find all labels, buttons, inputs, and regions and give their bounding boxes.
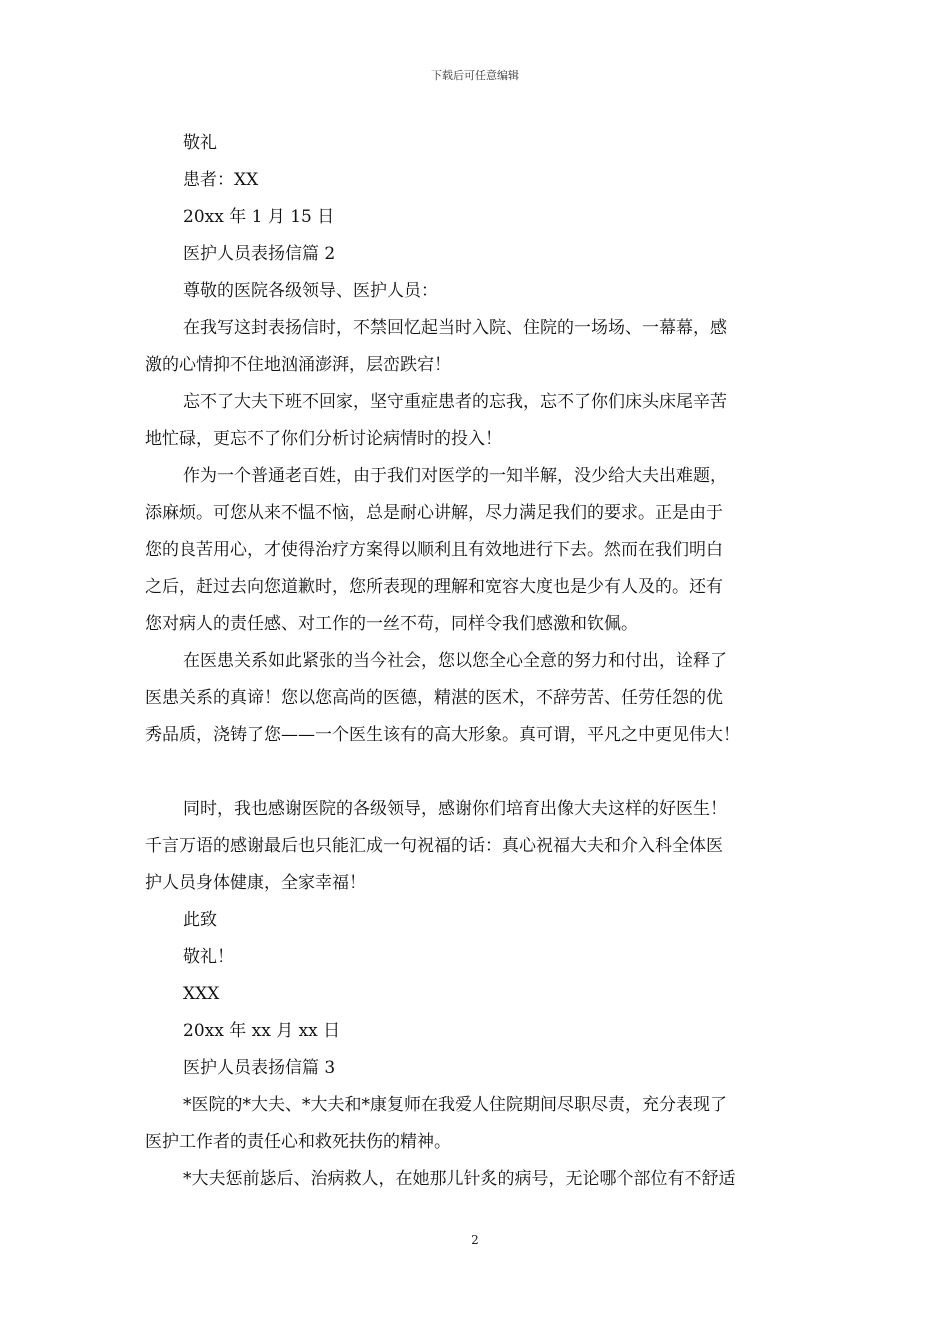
- signature-patient: 患者：XX: [183, 170, 259, 190]
- paragraph-line: 护人员身体健康，全家幸福！: [145, 873, 366, 893]
- paragraph-line: 秀品质，浇铸了您——一个医生该有的高大形象。真可谓，平凡之中更见伟大！: [145, 725, 740, 745]
- paragraph-line: 在医患关系如此紧张的当今社会，您以您全心全意的努力和付出，诠释了: [183, 651, 727, 671]
- paragraph-line: 千言万语的感谢最后也只能汇成一句祝福的话：真心祝福大夫和介入科全体医: [145, 836, 723, 856]
- paragraph-line: 之后，赶过去向您道歉时，您所表现的理解和宽容大度也是少有人及的。还有: [145, 577, 723, 597]
- paragraph-line: 在我写这封表扬信时，不禁回忆起当时入院、住院的一场场、一幕幕，感: [183, 318, 727, 338]
- document-body: [145, 125, 805, 1198]
- paragraph: [145, 643, 805, 754]
- closing-salutation: 敬礼！: [183, 947, 234, 967]
- closing-phrase: 此致: [183, 910, 217, 930]
- paragraph: [145, 384, 805, 458]
- paragraph-line: 添麻烦。可您从来不愠不恼，总是耐心讲解，尽力满足我们的要求。正是由于: [145, 503, 723, 523]
- closing-salutation: 敬礼: [183, 133, 217, 153]
- date-line: 20xx 年 xx 月 xx 日: [183, 1021, 341, 1041]
- paragraph-line: 作为一个普通老百姓，由于我们对医学的一知半解，没少给大夫出难题，: [183, 466, 727, 486]
- signature-name: XXX: [183, 984, 220, 1004]
- paragraph-line: *大夫惩前毖后、治病救人，在她那儿针炙的病号，无论哪个部位有不舒适: [183, 1169, 736, 1189]
- paragraph-line: 医护工作者的责任心和救死扶伤的精神。: [145, 1132, 451, 1152]
- paragraph-line: *医院的*大夫、*大夫和*康复师在我爱人住院期间尽职尽责，充分表现了: [183, 1095, 727, 1115]
- page-number: 2: [471, 1233, 479, 1247]
- paragraph-line: 您的良苦用心，才使得治疗方案得以顺利且有效地进行下去。然而在我们明白: [145, 540, 723, 560]
- paragraph: [145, 1161, 805, 1198]
- paragraph-line: 您对病人的责任感、对工作的一丝不苟，同样令我们感激和钦佩。: [145, 614, 638, 634]
- paragraph-line: 地忙碌，更忘不了你们分析讨论病情时的投入！: [145, 429, 502, 449]
- date-line: 20xx 年 1 月 15 日: [183, 207, 335, 227]
- paragraph-line: 医患关系的真谛！您以您高尚的医德，精湛的医术，不辞劳苦、任劳任怨的优: [145, 688, 723, 708]
- page-header: 下载后可任意编辑: [431, 69, 519, 82]
- section-title-2: 医护人员表扬信篇 2: [183, 244, 336, 264]
- blank-line: [145, 754, 805, 791]
- section-title-3: 医护人员表扬信篇 3: [183, 1058, 336, 1078]
- letter-greeting: 尊敬的医院各级领导、医护人员：: [183, 281, 438, 301]
- paragraph: [145, 458, 805, 643]
- paragraph: [145, 791, 805, 902]
- paragraph-line: 激的心情抑不住地汹涌澎湃，层峦跌宕！: [145, 355, 451, 375]
- paragraph-line: 忘不了大夫下班不回家，坚守重症患者的忘我，忘不了你们床头床尾辛苦: [183, 392, 727, 412]
- paragraph: [145, 310, 805, 384]
- paragraph-line: 同时，我也感谢医院的各级领导，感谢你们培育出像大夫这样的好医生！: [183, 799, 727, 819]
- paragraph: [145, 1087, 805, 1161]
